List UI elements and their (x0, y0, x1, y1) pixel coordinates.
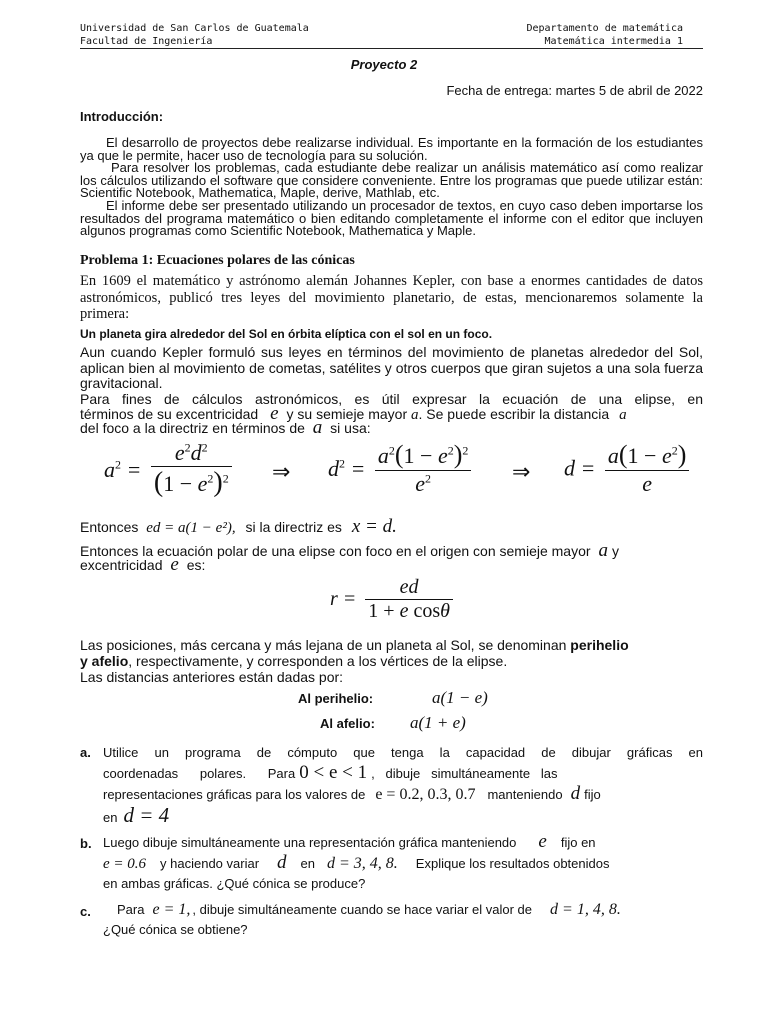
fines-line-3-b: si usa: (330, 420, 371, 436)
kepler-paragraph: En 1609 el matemático y astrónomo alemán Johannes Kepler, con base a enormes cantidades de datos astronómicos, publicó tres leyes del movimiento planetario, de estas, mencionaremos solamente la primera: (80, 273, 703, 322)
e-equals-1: e = 1, (152, 901, 191, 918)
university-name: Universidad de San Carlos de Guatemala (80, 23, 309, 34)
question-a-line-4 (103, 805, 703, 828)
afelio-expression: a(1 + e) (410, 713, 466, 732)
question-b-line-1-b: fijo en (560, 835, 596, 850)
symbol-d-2: d (277, 852, 287, 873)
question-b-line-2 (103, 853, 703, 874)
symbol-a-4: a (598, 540, 608, 561)
question-c-line-1 (103, 900, 703, 920)
al-perihelio-label: Al perihelio: (298, 691, 374, 706)
intro-heading: Introducción: (80, 109, 164, 124)
question-b-line-3: en ambas gráficas. ¿Qué cónica se produce? (103, 876, 366, 891)
header-rule (80, 48, 703, 49)
question-a-line-3 (103, 784, 703, 805)
question-a-line-2-a: coordenadas polares. Para (103, 766, 296, 781)
perihelio-expression: a(1 − e) (432, 688, 488, 707)
implies-arrow-2: ⇒ (512, 460, 531, 485)
question-a-line-2 (103, 763, 703, 784)
kepler-first-law: Un planeta gira alrededor del Sol en órbita elíptica con el sol en un foco. (80, 327, 493, 341)
question-a-line-3-c: fijo (584, 787, 601, 802)
symbol-a-3: a (312, 417, 323, 438)
question-a-line-4-a: en (103, 810, 118, 825)
equation-a-squared: $a^2$ = $\frac{e^2d^2}{(1 - e^2)^2}$ (104, 440, 232, 499)
entonces-line-3 (80, 554, 206, 575)
symbol-e-3: e (538, 831, 547, 852)
afelio-term: y afelio (80, 653, 129, 669)
posiciones-a: Las posiciones, más cercana y más lejana de un planeta al Sol, se denominan (80, 637, 567, 653)
due-date: Fecha de entrega: martes 5 de abril de 2022 (446, 83, 703, 98)
e-0.6: e = 0.6 (103, 856, 147, 872)
problem-heading: Problema 1: Ecuaciones polares de las cónicas (80, 253, 355, 268)
entonces-2-y: y (611, 543, 619, 559)
question-b-label: b. (80, 836, 92, 851)
directrix-equation: x = d. (351, 516, 397, 537)
intro-paragraph-2: Para resolver los problemas, cada estudiante debe realizar un análisis matemático así como realizar los cálculos utilizando el software que considere conveniente. Entre los programas que puede utilizar están: Scientific Notebook, Mathematica, Maple, derive, Mathlab, etc. (80, 160, 703, 201)
entonces-3-b: es: (186, 557, 206, 573)
polar-equation: r = $\frac{ed}{\text{1 + e cosθ}}$ (330, 576, 453, 623)
question-a-line-2-b: , dibuje simultáneamente las (371, 766, 558, 781)
course-name: Matemática intermedia 1 (544, 36, 683, 47)
question-b-line-2-b: en (300, 856, 315, 871)
d-values-2: d = 1, 4, 8. (550, 901, 621, 918)
d-values: d = 3, 4, 8. (327, 855, 398, 872)
question-a-line-1: Utilice un programa de cómputo que tenga la capacidad de dibujar gráficas en (103, 745, 703, 760)
question-b-line-1-a: Luego dibuje simultáneamente una representación gráfica manteniendo (103, 835, 517, 850)
entonces-1-b: si la directriz es (245, 519, 342, 535)
question-a (103, 743, 703, 827)
symbol-d: d (570, 783, 581, 804)
symbol-e-2: e (170, 554, 179, 575)
faculty-name: Facultad de Ingeniería (80, 36, 213, 47)
question-a-line-3-a: representaciones gráficas para los valores de (103, 787, 366, 802)
posiciones-b: , respectivamente, y corresponden a los vértices de la elipse. (128, 653, 508, 669)
question-c-line-2: ¿Qué cónica se obtiene? (103, 922, 248, 937)
fines-line-2-b: y su semieje mayor (286, 406, 408, 422)
condition-e-range: 0 < e < 1 (299, 762, 368, 783)
fines-line-3 (80, 417, 371, 438)
posiciones-paragraph (80, 637, 703, 669)
symbol-a: a (411, 407, 419, 423)
department-name: Departamento de matemática (526, 23, 683, 34)
al-afelio-label: Al afelio: (320, 716, 375, 731)
entonces-3-a: excentricidad (80, 557, 163, 573)
equation-d: d = $\frac{a(1 - e^2)}{e}$ (564, 440, 689, 497)
equation-d-squared: $d^2$ = $\frac{a^2(1 - e^2)^2}{e^2}$ (328, 440, 471, 497)
question-c-line-1-a: Para (117, 902, 145, 917)
fines-line-3-a: del foco a la directriz en términos de (80, 420, 305, 436)
intro-paragraph-3: El informe debe ser presentado utilizando un procesador de textos, en cuyo caso deben importarse los resultados del programa matemático o bien editando completamente el informe con el editor que incluyen algunos programas como Scientific Notebook, Mathematica y Maple. (80, 198, 703, 239)
perihelio-term: perihelio (570, 637, 629, 653)
question-b-line-2-a: y haciendo variar (160, 856, 260, 871)
question-a-label: a. (80, 745, 91, 760)
condition-ed: ed = a(1 − e²), (146, 520, 236, 536)
symbol-e: e (270, 403, 279, 424)
question-b (103, 832, 703, 892)
implies-arrow-1: ⇒ (272, 460, 291, 485)
question-a-line-3-b: manteniendo (487, 787, 563, 802)
question-b-line-2-c: Explique los resultados obtenidos (415, 856, 610, 871)
symbol-a-2: a (619, 407, 627, 423)
entonces-1-a: Entonces (80, 519, 139, 535)
question-c (103, 900, 703, 940)
e-values: e = 0.2, 0.3, 0.7 (375, 786, 476, 803)
document-title: Proyecto 2 (350, 57, 418, 72)
fines-line-1: Para fines de cálculos astronómicos, es útil expresar la ecuación de una elipse, en (80, 391, 703, 407)
intro-paragraph-1: El desarrollo de proyectos debe realizarse individual. Es importante en la formación de los estudiantes ya que le permite, hacer uso de tecnología para su solución. (80, 135, 703, 163)
entonces-2-text: Entonces la ecuación polar de una elipse con foco en el origen con semieje mayor (80, 543, 591, 559)
d-equals-4: d = 4 (123, 803, 170, 827)
fines-line-2-c: . Se puede escribir la distancia (418, 406, 610, 422)
question-b-line-1 (103, 832, 703, 853)
question-c-label: c. (80, 904, 91, 919)
distancias-line: Las distancias anteriores están dadas por: (80, 669, 344, 685)
entonces-line-1 (80, 516, 397, 537)
question-c-line-1-b: , dibuje simultáneamente cuando se hace variar el valor de (192, 902, 533, 917)
aun-cuando-paragraph: Aun cuando Kepler formuló sus leyes en términos del movimiento de planetas alrededor del Sol, aplican bien al movimiento de cometas, satélites y otros cuerpos que giran sujetos a una sola fuerza gravitacional. (80, 344, 703, 391)
fines-line-2-a: términos de su excentricidad (80, 406, 259, 422)
